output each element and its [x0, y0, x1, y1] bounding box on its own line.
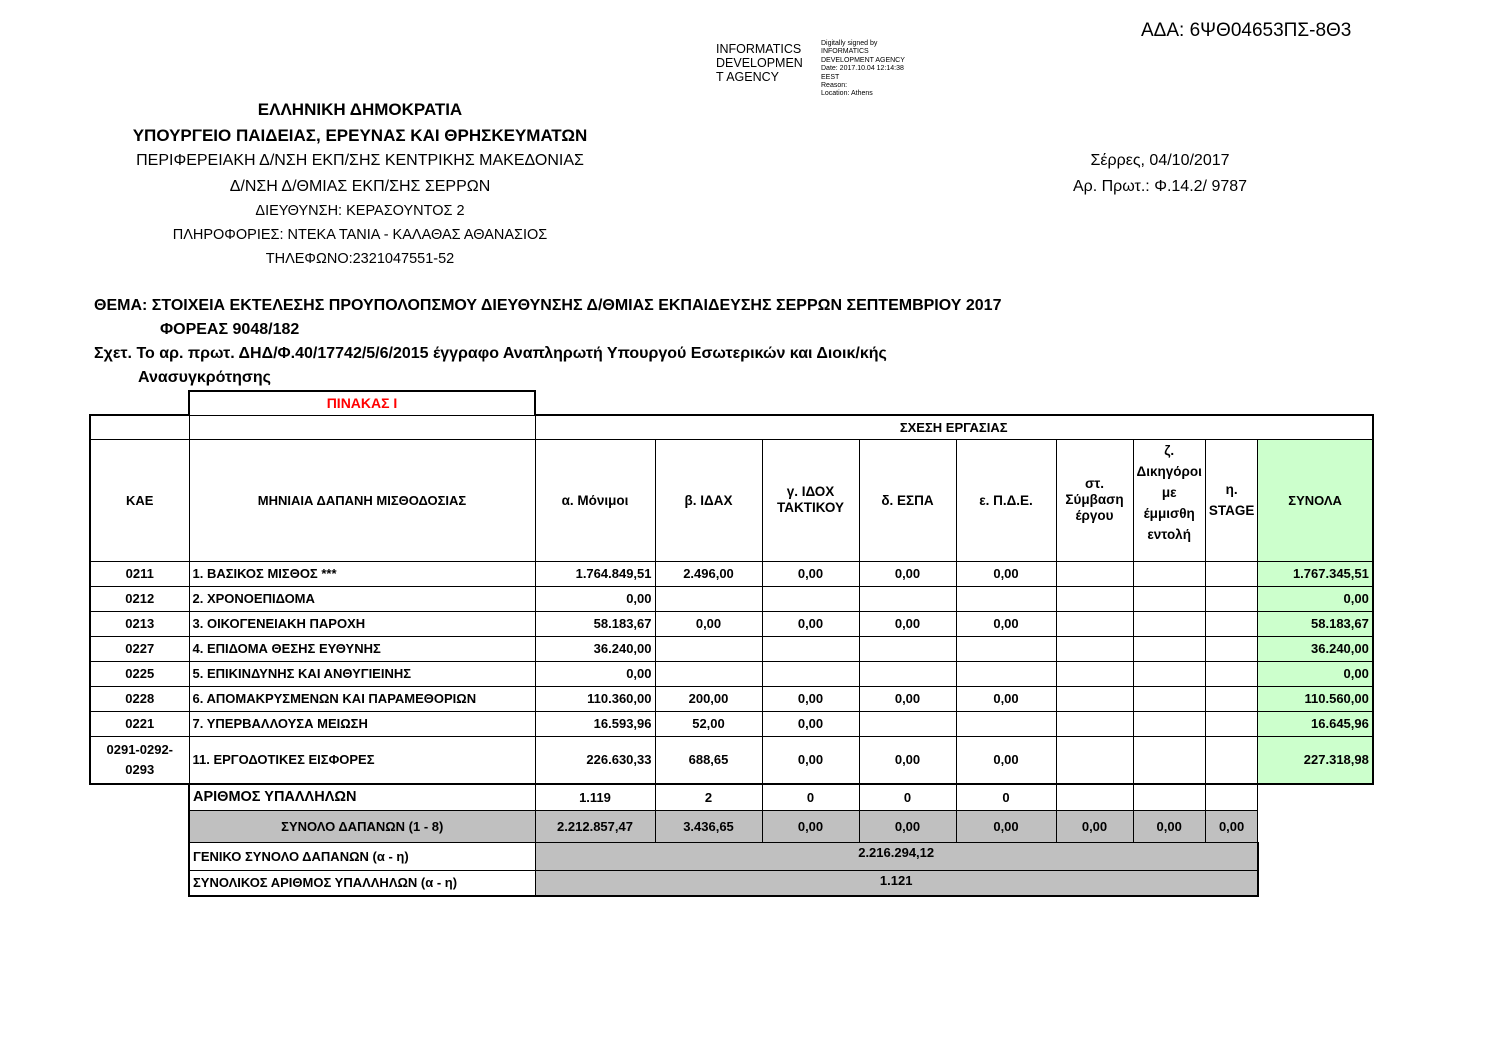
totals-c: 0,00: [762, 810, 859, 842]
signature-detail: Digitally signed by: [821, 40, 878, 47]
table-row: [90, 686, 1373, 711]
cell-total: 58.183,67: [1258, 611, 1373, 636]
cell-b: 688,65: [655, 736, 762, 784]
cell-d: 0,00: [859, 736, 956, 784]
signature-block: [716, 42, 803, 84]
cell-d: [859, 711, 956, 736]
cell-a: 0,00: [535, 586, 655, 611]
grand-total-label: ΓΕΝΙΚΟ ΣΥΝΟΛΟ ΔΑΠΑΝΩΝ (α - η): [189, 842, 535, 870]
signature-details: [821, 40, 905, 99]
col-header-a: α. Μόνιμοι: [535, 439, 655, 561]
total-employees-value: 1.121: [535, 870, 1258, 896]
header-line-country: ΕΛΛΗΝΙΚΗ ΔΗΜΟΚΡΑΤΙΑ: [257, 100, 463, 119]
cell-e: [956, 661, 1056, 686]
reference-line-cont: Ανασυγκρότησης: [138, 369, 271, 386]
cell-c: [762, 661, 859, 686]
payroll-table: [89, 390, 1374, 897]
group-header: ΣΧΕΣΗ ΕΡΓΑΣΙΑΣ: [535, 415, 1373, 439]
cell-total: 0,00: [1258, 661, 1373, 686]
cell-c: [762, 636, 859, 661]
col-header-c: γ. ΙΔΟΧ ΤΑΚΤΙΚΟΥ: [762, 439, 859, 561]
cell-total: 0,00: [1258, 586, 1373, 611]
cell-c: [762, 586, 859, 611]
signature-detail: INFORMATICS: [821, 48, 869, 56]
cell-d: 0,00: [859, 686, 956, 711]
signature-line: INFORMATICS: [716, 42, 802, 56]
table-row: [90, 636, 1373, 661]
table-row: [90, 586, 1373, 611]
col-header-h: η. STAGE: [1205, 439, 1258, 561]
table-row: [90, 736, 1373, 784]
cell-kae: 0212: [90, 586, 189, 611]
header-line-address: ΔΙΕΥΘΥΝΣΗ: ΚΕΡΑΣΟΥΝΤΟΣ 2: [255, 203, 465, 219]
signature-detail: Reason:: [821, 82, 848, 90]
cell-desc: 11. ΕΡΓΟΔΟΤΙΚΕΣ ΕΙΣΦΟΡΕΣ: [189, 736, 535, 784]
table-row: [90, 611, 1373, 636]
cell-b: [655, 636, 762, 661]
totals-h: 0,00: [1205, 810, 1258, 842]
cell-kae: 0221: [90, 711, 189, 736]
cell-e: 0,00: [956, 686, 1056, 711]
employees-c: 0: [762, 784, 859, 810]
cell-a: 226.630,33: [535, 736, 655, 784]
cell-e: [956, 711, 1056, 736]
col-header-total: ΣΥΝΟΛΑ: [1258, 439, 1373, 561]
cell-d: 0,00: [859, 611, 956, 636]
cell-c: 0,00: [762, 561, 859, 586]
signature-detail: DEVELOPMENT AGENCY: [821, 56, 905, 64]
cell-kae: 0211: [90, 561, 189, 586]
cell-kae: 0225: [90, 661, 189, 686]
ada-code: ΑΔΑ: 6ΨΘ04653ΠΣ-8Θ3: [1141, 20, 1352, 41]
cell-desc: 7. ΥΠΕΡΒΑΛΛΟΥΣΑ ΜΕΙΩΣΗ: [189, 711, 535, 736]
col-header-d: δ. ΕΣΠΑ: [859, 439, 956, 561]
cell-a: 58.183,67: [535, 611, 655, 636]
cell-kae: 0227: [90, 636, 189, 661]
employees-a: 1.119: [535, 784, 655, 810]
cell-b: 2.496,00: [655, 561, 762, 586]
cell-total: 110.560,00: [1258, 686, 1373, 711]
totals-z: 0,00: [1133, 810, 1205, 842]
header-line-info: ΠΛΗΡΟΦΟΡΙΕΣ: ΝΤΕΚΑ ΤΑΝΙΑ - ΚΑΛΑΘΑΣ ΑΘΑΝΑΣΙΟΣ: [172, 227, 548, 243]
cell-a: 36.240,00: [535, 636, 655, 661]
cell-desc: 4. ΕΠΙΔΟΜΑ ΘΕΣΗΣ ΕΥΘΥΝΗΣ: [189, 636, 535, 661]
cell-b: 0,00: [655, 611, 762, 636]
cell-a: 16.593,96: [535, 711, 655, 736]
cell-e: 0,00: [956, 611, 1056, 636]
cell-b: 200,00: [655, 686, 762, 711]
place-date: Σέρρες, 04/10/2017: [1090, 152, 1230, 169]
cell-b: 52,00: [655, 711, 762, 736]
col-header-st: στ. Σύμβαση έργου: [1056, 439, 1133, 561]
total-employees-label: ΣΥΝΟΛΙΚΟΣ ΑΡΙΘΜΟΣ ΥΠΑΛΛΗΛΩΝ (α - η): [189, 870, 535, 896]
cell-kae: 0213: [90, 611, 189, 636]
cell-e: 0,00: [956, 561, 1056, 586]
protocol-number: Αρ. Πρωτ.: Φ.14.2/ 9787: [1072, 178, 1248, 195]
cell-a: 0,00: [535, 661, 655, 686]
table-row: [90, 561, 1373, 586]
totals-d: 0,00: [859, 810, 956, 842]
employees-d: 0: [859, 784, 956, 810]
cell-e: [956, 636, 1056, 661]
cell-d: [859, 661, 956, 686]
cell-kae: 0291-0292-0293: [90, 736, 189, 784]
cell-c: 0,00: [762, 686, 859, 711]
col-header-z: ζ. Δικηγόροι με έμμισθη εντολή: [1133, 439, 1205, 561]
header-line-ministry: ΥΠΟΥΡΓΕΙΟ ΠΑΙΔΕΙΑΣ, ΕΡΕΥΝΑΣ ΚΑΙ ΘΡΗΣΚΕΥΜΑΤΩΝ: [132, 126, 588, 145]
cell-c: 0,00: [762, 736, 859, 784]
employees-label: ΑΡΙΘΜΟΣ ΥΠΑΛΛΗΛΩΝ: [189, 784, 535, 810]
totals-st: 0,00: [1056, 810, 1133, 842]
header-line-directorate: Δ/ΝΣΗ Δ/ΘΜΙΑΣ ΕΚΠ/ΣΗΣ ΣΕΡΡΩΝ: [229, 178, 491, 195]
cell-d: [859, 586, 956, 611]
col-header-b: β. ΙΔΑΧ: [655, 439, 762, 561]
cell-d: 0,00: [859, 561, 956, 586]
grand-total-value: 2.216.294,12: [535, 842, 1258, 870]
cell-a: 110.360,00: [535, 686, 655, 711]
cell-a: 1.764.849,51: [535, 561, 655, 586]
col-header-desc: ΜΗΝΙΑΙΑ ΔΑΠΑΝΗ ΜΙΣΘΟΔΟΣΙΑΣ: [189, 439, 535, 561]
employees-b: 2: [655, 784, 762, 810]
col-header-kae: ΚΑΕ: [90, 439, 189, 561]
cell-desc: 1. ΒΑΣΙΚΟΣ ΜΙΣΘΟΣ ***: [189, 561, 535, 586]
cell-total: 1.767.345,51: [1258, 561, 1373, 586]
reference-line: Σχετ. Το αρ. πρωτ. ΔΗΔ/Φ.40/17742/5/6/2015 έγγραφο Αναπληρωτή Υπουργού Εσωτερικών και Διοικ/κής: [94, 345, 887, 362]
cell-desc: 3. ΟΙΚΟΓΕΝΕΙΑΚΗ ΠΑΡΟΧΗ: [189, 611, 535, 636]
cell-desc: 5. ΕΠΙΚΙΝΔΥΝΗΣ ΚΑΙ ΑΝΘΥΓΙΕΙΝΗΣ: [189, 661, 535, 686]
signature-detail: Location: Athens: [821, 90, 873, 98]
cell-total: 227.318,98: [1258, 736, 1373, 784]
cell-kae: 0228: [90, 686, 189, 711]
cell-total: 16.645,96: [1258, 711, 1373, 736]
signature-line: DEVELOPMEN: [716, 56, 803, 70]
cell-e: 0,00: [956, 736, 1056, 784]
totals-label: ΣΥΝΟΛΟ ΔΑΠΑΝΩΝ (1 - 8): [189, 810, 535, 842]
signature-detail: Date: 2017.10.04 12:14:38: [821, 65, 904, 73]
totals-b: 3.436,65: [655, 810, 762, 842]
totals-e: 0,00: [956, 810, 1056, 842]
table-row: [90, 711, 1373, 736]
subject-line: ΘΕΜΑ: ΣΤΟΙΧΕΙΑ ΕΚΤΕΛΕΣΗΣ ΠΡΟΥΠΟΛΟΠΣΜΟΥ ΔΙΕΥΘΥΝΣΗΣ Δ/ΘΜΙΑΣ ΕΚΠΑΙΔΕΥΣΗΣ ΣΕΡΡΩΝ ΣΕΠΤΕΜΒΡΙΟΥ 2017: [94, 297, 1002, 314]
header-line-region: ΠΕΡΙΦΕΡΕΙΑΚΗ Δ/ΝΣΗ ΕΚΠ/ΣΗΣ ΚΕΝΤΡΙΚΗΣ ΜΑΚΕΔΟΝΙΑΣ: [136, 152, 584, 169]
table-title: ΠΙΝΑΚΑΣ Ι: [189, 391, 535, 415]
subject-organization: ΦΟΡΕΑΣ 9048/182: [160, 321, 300, 338]
cell-d: [859, 636, 956, 661]
cell-b: [655, 661, 762, 686]
totals-a: 2.212.857,47: [535, 810, 655, 842]
cell-c: 0,00: [762, 611, 859, 636]
cell-b: [655, 586, 762, 611]
signature-detail: EEST: [821, 73, 840, 81]
cell-c: 0,00: [762, 711, 859, 736]
employees-e: 0: [956, 784, 1056, 810]
header-line-phone: ΤΗΛΕΦΩΝΟ:2321047551-52: [265, 251, 455, 267]
cell-desc: 2. ΧΡΟΝΟΕΠΙΔΟΜΑ: [189, 586, 535, 611]
signature-line: T AGENCY: [716, 70, 779, 84]
cell-total: 36.240,00: [1258, 636, 1373, 661]
cell-desc: 6. ΑΠΟΜΑΚΡΥΣΜΕΝΩΝ ΚΑΙ ΠΑΡΑΜΕΘΟΡΙΩΝ: [189, 686, 535, 711]
table-row: [90, 661, 1373, 686]
col-header-e: ε. Π.Δ.Ε.: [956, 439, 1056, 561]
cell-e: [956, 586, 1056, 611]
